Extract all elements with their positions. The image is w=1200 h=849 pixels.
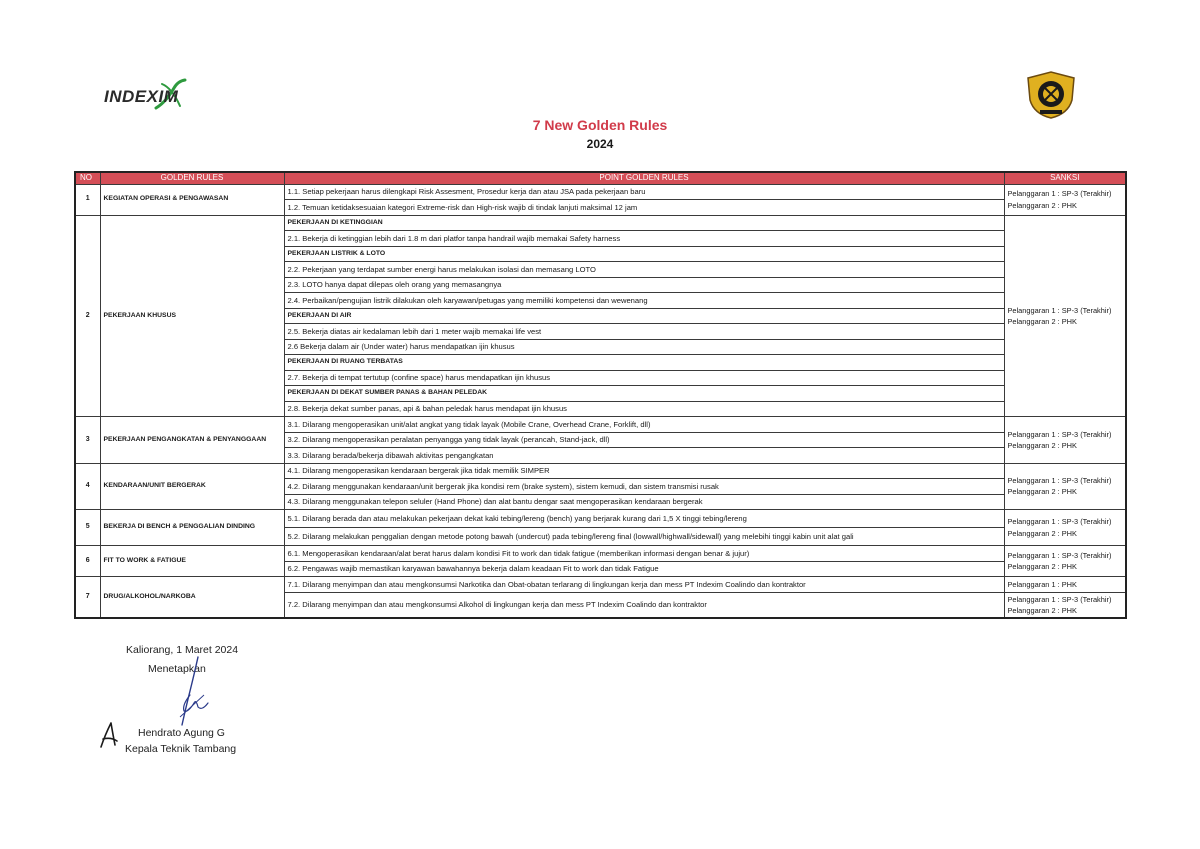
rule-point: 3.1. Dilarang mengoperasikan unit/alat angkat yang tidak layak (Mobile Crane, Overhead Crane, Forklift, dll): [284, 417, 1004, 433]
rule-section-heading: PEKERJAAN DI KETINGGIAN: [284, 215, 1004, 231]
sanksi-line: Pelanggaran 1 : SP-3 (Terakhir): [1007, 429, 1112, 439]
rule-point: 4.1. Dilarang mengoperasikan kendaraan bergerak jika tidak memilik SIMPER: [284, 463, 1004, 479]
rule-number: 2: [75, 215, 100, 417]
sanksi-cell: [1004, 184, 1126, 215]
rule-category: PEKERJAAN KHUSUS: [100, 215, 284, 417]
sanksi-cell: [1004, 510, 1126, 546]
sanksi-line: Pelanggaran 1 : SP-3 (Terakhir): [1007, 305, 1112, 315]
rule-point: 1.2. Temuan ketidaksesuaian kategori Extreme-risk dan High-risk wajib di tindak lanjuti maksimal 12 jam: [284, 200, 1004, 216]
logo-text: INDEXIM: [104, 87, 179, 106]
sanksi-line: Pelanggaran 2 : PHK: [1007, 528, 1077, 538]
rule-category: PEKERJAAN PENGANGKATAN & PENYANGGAAN: [100, 417, 284, 464]
sanksi-line: Pelanggaran 1 : SP-3 (Terakhir): [1007, 594, 1112, 604]
sanksi-line: Pelanggaran 1 : PHK: [1007, 579, 1077, 589]
handwritten-signature-icon: [168, 655, 218, 727]
rule-section-heading: PEKERJAAN DI DEKAT SUMBER PANAS & BAHAN PELEDAK: [284, 386, 1004, 402]
table-row: [75, 546, 1126, 562]
rule-point: 2.5. Bekerja diatas air kedalaman lebih dari 1 meter wajib memakai life vest: [284, 324, 1004, 340]
sanksi-cell: [1004, 577, 1126, 593]
rule-point: 2.6 Bekerja dalam air (Under water) harus mendapatkan ijin khusus: [284, 339, 1004, 355]
rule-category: KENDARAAN/UNIT BERGERAK: [100, 463, 284, 510]
sanksi-line: Pelanggaran 2 : PHK: [1007, 487, 1077, 497]
rule-section-heading: PEKERJAAN DI RUANG TERBATAS: [284, 355, 1004, 371]
sanksi-cell: [1004, 215, 1126, 417]
rule-point: 7.2. Dilarang menyimpan dan atau mengkonsumsi Alkohol di lingkungan kerja dan mess PT Indexim Coalindo dan kontraktor: [284, 592, 1004, 618]
sanksi-cell: [1004, 463, 1126, 510]
rule-number: 3: [75, 417, 100, 464]
table-row: [75, 184, 1126, 200]
rule-category: DRUG/ALKOHOL/NARKOBA: [100, 577, 284, 619]
rule-number: 6: [75, 546, 100, 577]
rule-point: 6.1. Mengoperasikan kendaraan/alat berat harus dalam kondisi Fit to work dan tidak fatigue (memberikan informasi dengan benar & jujur): [284, 546, 1004, 562]
sanksi-line: Pelanggaran 1 : SP-3 (Terakhir): [1007, 476, 1112, 486]
table-row: [75, 577, 1126, 593]
document-title: 7 New Golden Rules: [532, 117, 668, 133]
rule-point: 2.2. Pekerjaan yang terdapat sumber energi harus melakukan isolasi dan memasang LOTO: [284, 262, 1004, 278]
signatory-name: Hendrato Agung G: [138, 727, 225, 739]
header-point-golden-rules: POINT GOLDEN RULES: [284, 172, 1004, 184]
header-no: NO: [75, 172, 100, 184]
rule-category: BEKERJA DI BENCH & PENGGALIAN DINDING: [100, 510, 284, 546]
rule-point: 3.3. Dilarang berada/bekerja dibawah aktivitas pengangkatan: [284, 448, 1004, 464]
rule-point: 6.2. Pengawas wajib memastikan karyawan bawahannya bekerja dalam keadaan Fit to work dan tidak Fatigue: [284, 561, 1004, 577]
sanksi-line: Pelanggaran 2 : PHK: [1007, 200, 1077, 210]
table-row: [75, 510, 1126, 528]
rule-point: 2.4. Perbaikan/pengujian listrik dilakukan oleh karyawan/petugas yang memiliki kompetensi dan wewenang: [284, 293, 1004, 309]
rule-section-heading: PEKERJAAN DI AIR: [284, 308, 1004, 324]
sanksi-line: Pelanggaran 1 : SP-3 (Terakhir): [1007, 517, 1112, 527]
sanksi-cell: [1004, 546, 1126, 577]
rule-number: 7: [75, 577, 100, 619]
rule-point: 1.1. Setiap pekerjaan harus dilengkapi Risk Assesment, Prosedur kerja dan atau JSA pada pekerjaan baru: [284, 184, 1004, 200]
sanksi-line: Pelanggaran 1 : SP-3 (Terakhir): [1007, 189, 1112, 199]
rule-point: 2.7. Bekerja di tempat tertutup (confine space) harus mendapatkan ijin khusus: [284, 370, 1004, 386]
sanksi-line: Pelanggaran 2 : PHK: [1007, 605, 1077, 615]
rule-section-heading: PEKERJAAN LISTRIK & LOTO: [284, 246, 1004, 262]
rule-category: KEGIATAN OPERASI & PENGAWASAN: [100, 184, 284, 215]
sanksi-cell: [1004, 592, 1126, 618]
table-row: [75, 215, 1126, 231]
rule-point: 5.2. Dilarang melakukan penggalian dengan metode potong bawah (undercut) pada tebing/lereng final (lowwall/highwall/sidewall) yang melebihi tinggi kabin unit alat gali: [284, 528, 1004, 546]
rule-point: 2.8. Bekerja dekat sumber panas, api & bahan peledak harus mendapat ijin khusus: [284, 401, 1004, 417]
table-row: [75, 417, 1126, 433]
rule-number: 1: [75, 184, 100, 215]
table-row: [75, 463, 1126, 479]
rule-point: 3.2. Dilarang mengoperasikan peralatan penyangga yang tidak layak (perancah, Stand-jack, dll): [284, 432, 1004, 448]
sanksi-line: Pelanggaran 2 : PHK: [1007, 562, 1077, 571]
rule-point: 4.3. Dilarang menggunakan telepon seluler (Hand Phone) dan alat bantu dengar saat mengoperasikan kendaraan bergerak: [284, 494, 1004, 510]
signatory-role: Kepala Teknik Tambang: [125, 743, 237, 755]
document-year: 2024: [586, 137, 614, 151]
rule-point: 7.1. Dilarang menyimpan dan atau mengkonsumsi Narkotika dan Obat-obatan terlarang di lingkungan kerja dan mess PT Indexim Coalindo dan kontraktor: [284, 577, 1004, 593]
stated-label: Menetapkan: [148, 663, 206, 675]
sanksi-cell: [1004, 417, 1126, 464]
esdm-seal-icon: [1024, 70, 1078, 120]
header-golden-rules: GOLDEN RULES: [100, 172, 284, 184]
rule-point: 4.2. Dilarang menggunakan kendaraan/unit bergerak jika kondisi rem (brake system), sistem kemudi, dan sistem transmisi rusak: [284, 479, 1004, 495]
rule-number: 5: [75, 510, 100, 546]
table-header-row: [75, 172, 1126, 184]
rule-point: 5.1. Dilarang berada dan atau melakukan pekerjaan dekat kaki tebing/lereng (bench) yang berjarak kurang dari 1,5 X tinggi tebing/lereng: [284, 510, 1004, 528]
rule-point: 2.1. Bekerja di ketinggian lebih dari 1.8 m dari platfor tanpa handrail wajib memakai Safety harness: [284, 231, 1004, 247]
rule-point: 2.3. LOTO hanya dapat dilepas oleh orang yang memasangnya: [284, 277, 1004, 293]
initial-mark-icon: [97, 721, 121, 751]
sanksi-line: Pelanggaran 2 : PHK: [1007, 440, 1077, 450]
indexim-logo: [104, 78, 208, 114]
header-sanksi: SANKSI: [1004, 172, 1126, 184]
rule-number: 4: [75, 463, 100, 510]
sanksi-line: Pelanggaran 2 : PHK: [1007, 316, 1077, 326]
golden-rules-table: [74, 171, 1127, 619]
rule-category: FIT TO WORK & FATIGUE: [100, 546, 284, 577]
place-date: Kaliorang, 1 Maret 2024: [126, 644, 239, 656]
sanksi-line: Pelanggaran 1 : SP-3 (Terakhir): [1007, 550, 1112, 560]
